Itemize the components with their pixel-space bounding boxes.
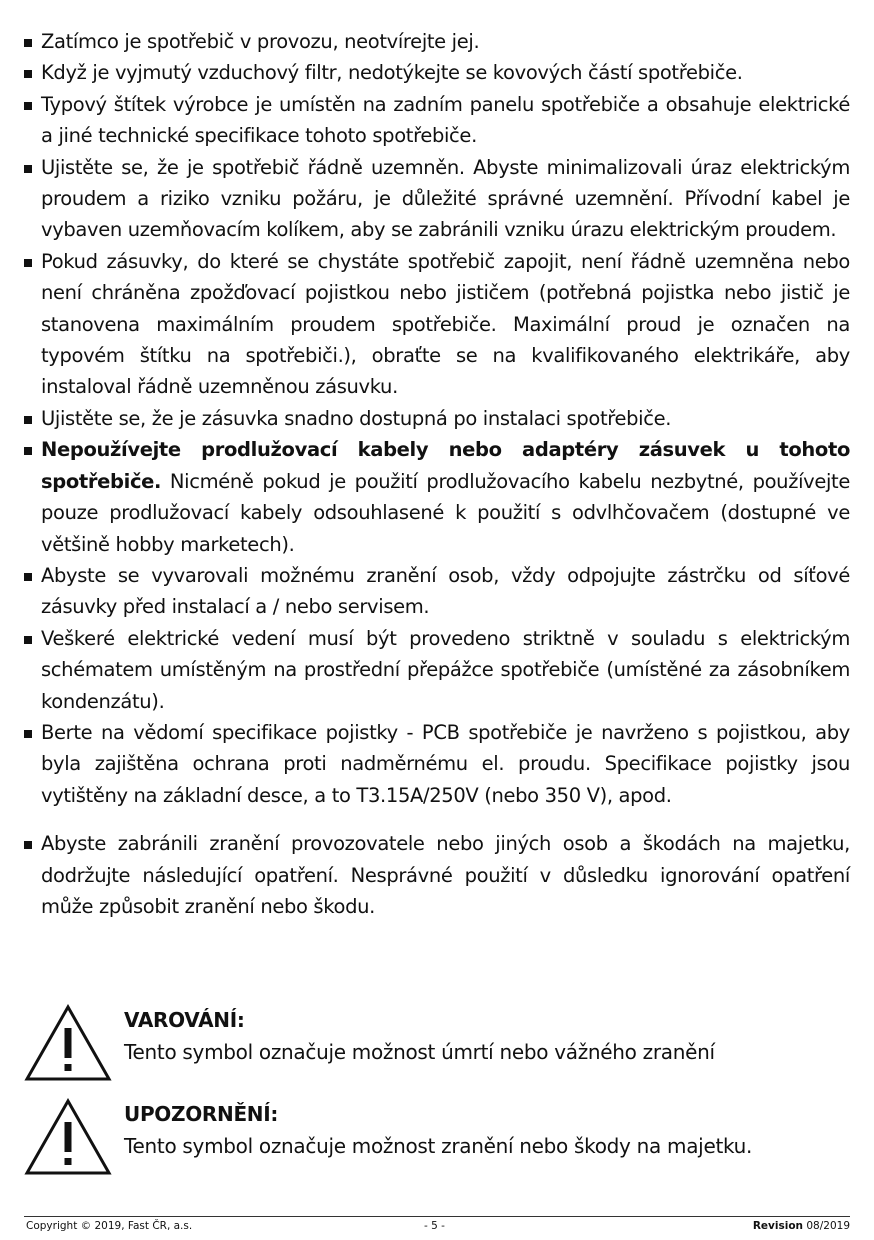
warning-triangle-icon <box>24 1004 112 1082</box>
list-item: Berte na vědomí specifikace pojistky - PCB spotřebiče je navrženo s pojistkou, aby byla zajištěna ochrana proti nadměrnému el. proudu. Specifikace pojistky jsou vytištěny na základní desce, a to T3.15A/250V (nebo 350 V), apod. <box>24 717 850 811</box>
revision-value: 08/2019 <box>806 1220 850 1232</box>
warning-text: Tento symbol označuje možnost úmrtí nebo vážného zranění <box>124 1040 715 1064</box>
page-footer <box>24 1216 850 1232</box>
list-item: Ujistěte se, že je spotřebič řádně uzemněn. Abyste minimalizovali úraz elektrickým proudem a riziko vzniku požáru, je důležité správné uzemnění. Přívodní kabel je vybaven uzemňovacím kolíkem, aby se zabránili vzniku úrazu elektrickým proudem. <box>24 152 850 246</box>
list-item: Když je vyjmutý vzduchový filtr, nedotýkejte se kovových částí spotřebiče. <box>24 57 850 88</box>
copyright-text: Copyright © 2019, Fast ČR, a.s. <box>26 1220 193 1232</box>
list-item <box>24 434 850 560</box>
revision-info <box>753 1220 850 1232</box>
list-item: Typový štítek výrobce je umístěn na zadním panelu spotřebiče a obsahuje elektrické a jiné technické specifikace tohoto spotřebiče. <box>24 89 850 152</box>
warning-title: VAROVÁNÍ: <box>124 1008 245 1032</box>
caution-title: UPOZORNĚNÍ: <box>124 1102 279 1126</box>
revision-label: Revision <box>752 1220 804 1232</box>
list-item: Zatímco je spotřebič v provozu, neotvírejte jej. <box>24 26 850 57</box>
list-item: Abyste se vyvarovali možnému zranění osob, vždy odpojujte zástrčku od síťové zásuvky před instalací a / nebo servisem. <box>24 560 850 623</box>
list-item: Veškeré elektrické vedení musí být provedeno striktně v souladu s elektrickým schématem umístěným na prostřední přepážce spotřebiče (umístěné za zásobníkem kondenzátu). <box>24 623 850 717</box>
caution-text: Tento symbol označuje možnost zranění nebo škody na majetku. <box>124 1134 753 1158</box>
warning-triangle-icon <box>24 1098 112 1176</box>
page-number: - 5 - <box>424 1220 445 1232</box>
list-item: Pokud zásuvky, do které se chystáte spotřebič zapojit, není řádně uzemněna nebo není chráněna zpožďovací pojistkou nebo jističem (potřebná pojistka nebo jistič je stanovena maximálním proudem spotřebiče. Maximální proud je označen na typovém štítku na spotřebiči.), obraťte se na kvalifikovaného elektrikáře, aby instaloval řádně uzemněnou zásuvku. <box>24 246 850 403</box>
list-item-text: Nicméně pokud je použití prodlužovacího kabelu nezbytné, používejte pouze prodlužovací kabely odsouhlasené k použití s odvlhčovačem (dostupné ve většině hobby marketech). <box>41 469 850 556</box>
list-item: Ujistěte se, že je zásuvka snadno dostupná po instalaci spotřebiče. <box>24 403 850 434</box>
safety-instructions <box>24 26 850 922</box>
list-item: Abyste zabránili zranění provozovatele nebo jiných osob a škodách na majetku, dodržujte následující opatření. Nesprávné použití v důsledku ignorování opatření může způsobit zranění nebo škodu. <box>24 828 850 922</box>
emphasis-text: Nepoužívejte prodlužovací kabely nebo adaptéry zásuvek u tohoto spotřebiče. <box>41 438 850 493</box>
instruction-list <box>24 26 850 922</box>
